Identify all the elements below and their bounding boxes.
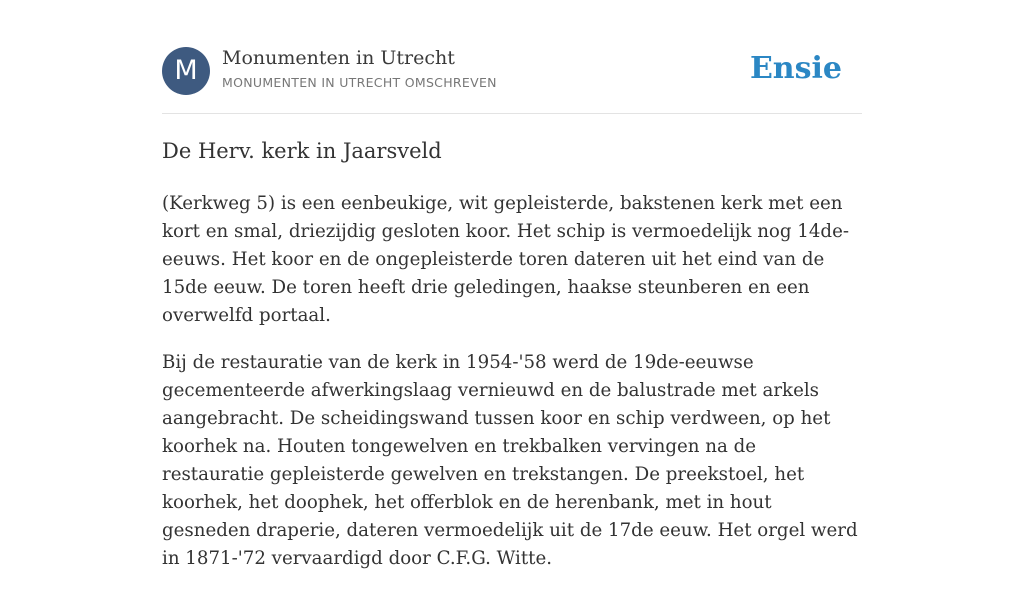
paragraph-1: (Kerkweg 5) is een eenbeukige, wit gepleisterde, bakstenen kerk met een kort en smal, driezijdig gesloten koor. Het schip is vermoedelijk nog 14de-eeuws. Het koor en de ongepleisterde toren dateren uit het eind van de 15de eeuw. De toren heeft drie geledingen, haakse steunberen en een overwelfd portaal. (162, 193, 849, 326)
avatar[interactable]: M (162, 47, 210, 95)
site-header (162, 46, 862, 96)
header-divider (162, 113, 862, 114)
site-subtitle: MONUMENTEN IN UTRECHT OMSCHREVEN (222, 75, 497, 90)
article-body (162, 190, 862, 592)
site-title[interactable]: Monumenten in Utrecht (222, 47, 455, 69)
brand-logo[interactable]: Ensie (749, 51, 842, 86)
article-title: De Herv. kerk in Jaarsveld (162, 139, 442, 163)
paragraph-2: Bij de restauratie van de kerk in 1954-'58 werd de 19de-eeuwse gecementeerde afwerkingslaag vernieuwd en de balustrade met arkels aangebracht. De scheidingswand tussen koor en schip verdween, op het koorhek na. Houten tongewelven en trekbalken vervingen na de restauratie gepleisterde gewelven en trekstangen. De preekstoel, het koorhek, het doophek, het offerblok en de herenbank, met in hout gesneden draperie, dateren vermoedelijk uit de 17de eeuw. Het orgel werd in 1871-'72 vervaardigd door C.F.G. Witte. (162, 352, 858, 569)
